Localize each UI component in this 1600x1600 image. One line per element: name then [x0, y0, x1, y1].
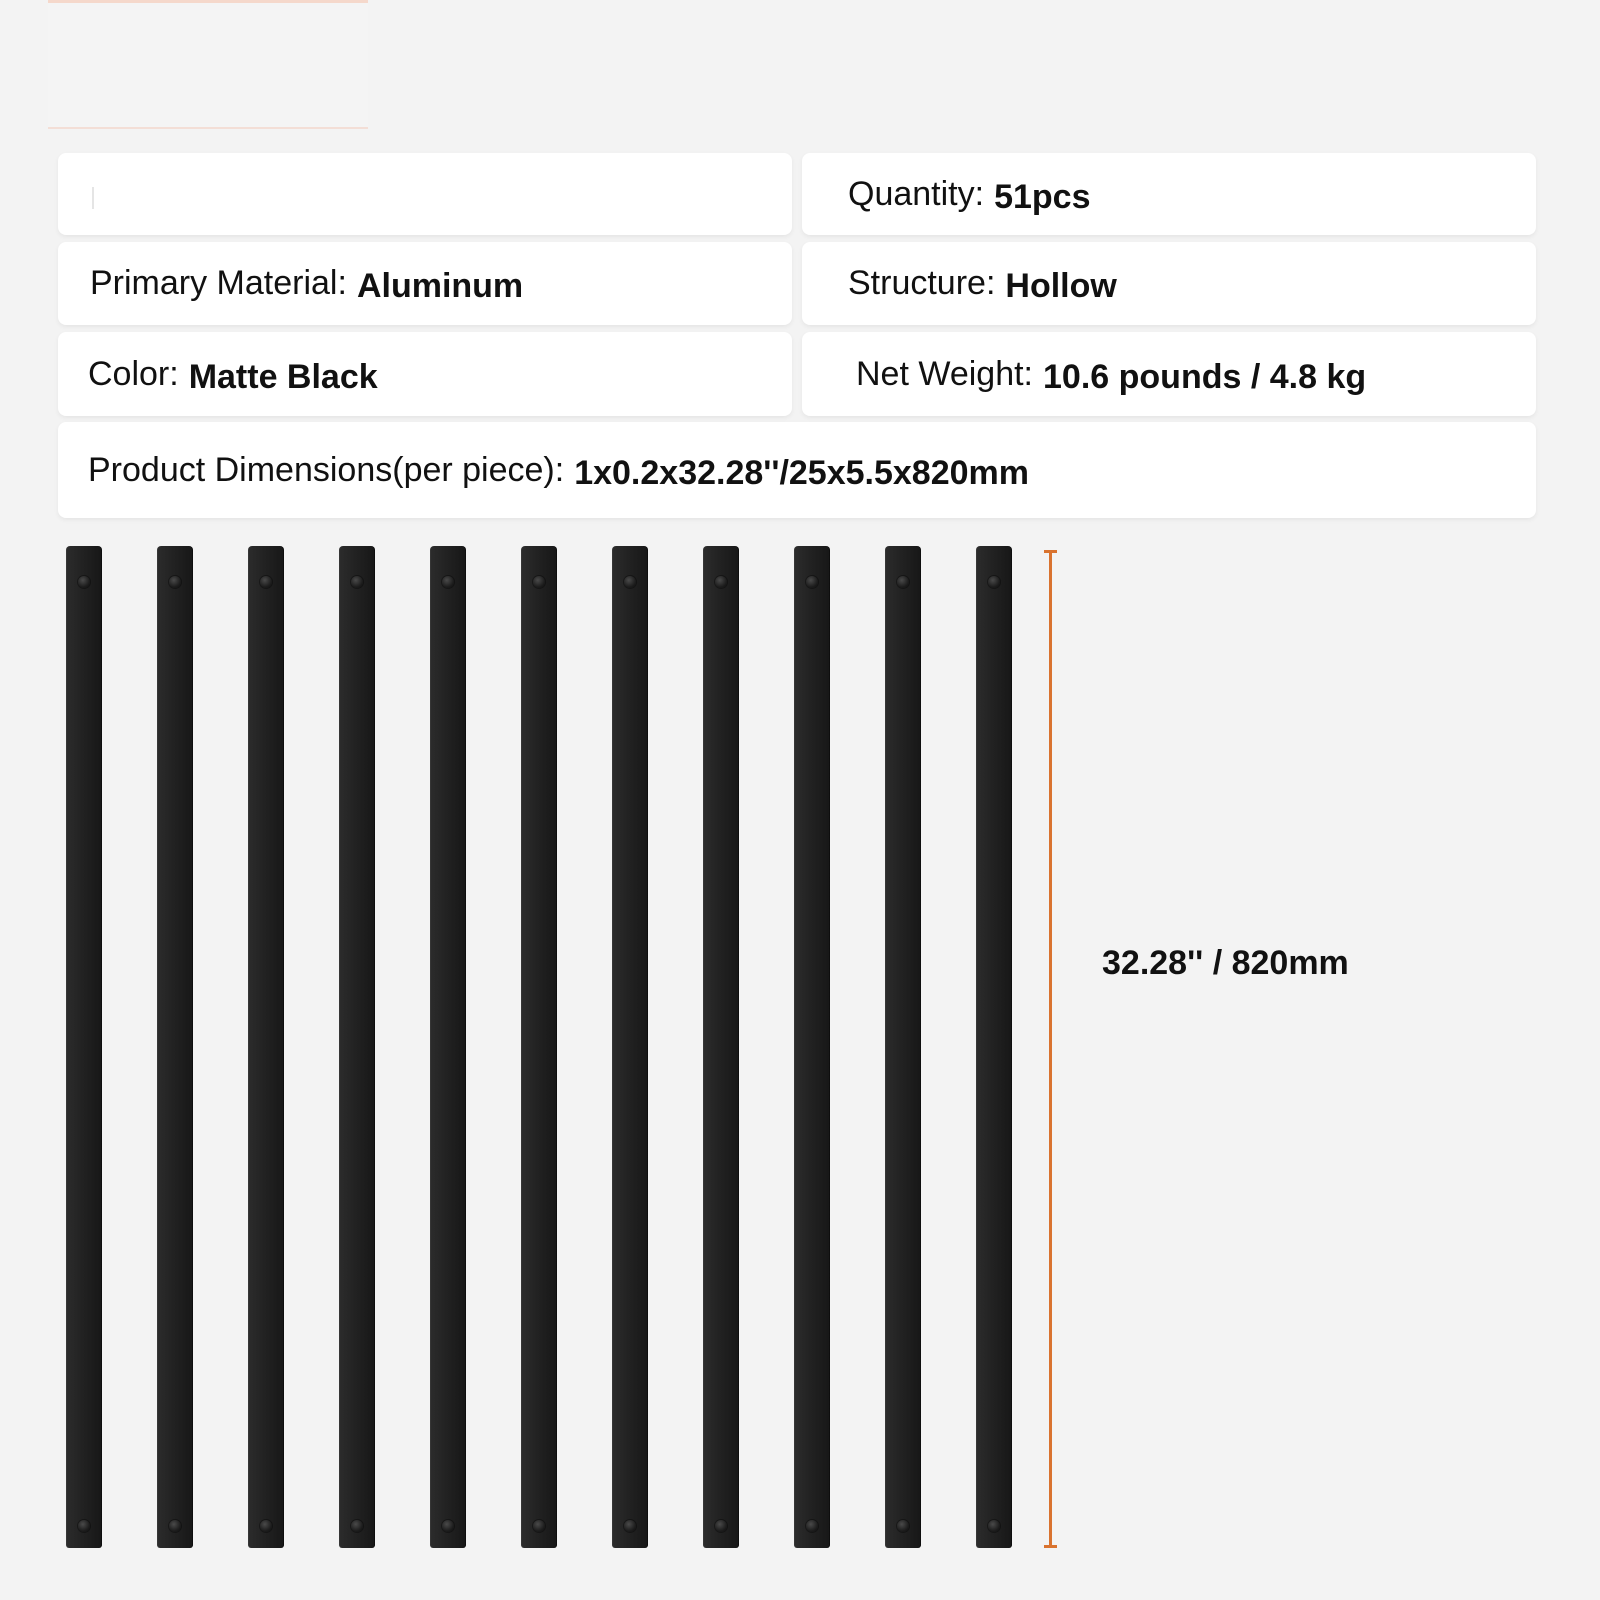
spec-card-structure	[802, 242, 1536, 325]
baluster-2	[157, 546, 193, 1548]
screw-icon	[442, 1520, 454, 1532]
screw-icon	[351, 576, 363, 588]
empty-placeholder	[92, 187, 94, 209]
screw-icon	[624, 576, 636, 588]
spec-card-dimensions	[58, 422, 1536, 518]
baluster-1	[66, 546, 102, 1548]
screw-icon	[533, 1520, 545, 1532]
measure-cap-top	[1044, 550, 1057, 553]
top-badge	[48, 0, 368, 129]
spec-card-color	[58, 332, 792, 416]
screw-icon	[806, 576, 818, 588]
dimensions-value: 1x0.2x32.28''/25x5.5x820mm	[574, 453, 1029, 492]
screw-icon	[533, 576, 545, 588]
screw-icon	[78, 576, 90, 588]
baluster-5	[430, 546, 466, 1548]
baluster-9	[794, 546, 830, 1548]
spec-card-empty	[58, 153, 792, 235]
screw-icon	[806, 1520, 818, 1532]
screw-icon	[897, 1520, 909, 1532]
measure-cap-bottom	[1044, 1545, 1057, 1548]
dimensions-label: Product Dimensions(per piece):	[88, 450, 565, 489]
screw-icon	[715, 576, 727, 588]
baluster-4	[339, 546, 375, 1548]
screw-icon	[624, 1520, 636, 1532]
screw-icon	[260, 576, 272, 588]
spec-card-material	[58, 242, 792, 325]
weight-value: 10.6 pounds / 4.8 kg	[1043, 357, 1367, 396]
baluster-6	[521, 546, 557, 1548]
color-value: Matte Black	[188, 357, 378, 396]
baluster-11	[976, 546, 1012, 1548]
baluster-7	[612, 546, 648, 1548]
color-label: Color:	[88, 354, 179, 393]
screw-icon	[169, 576, 181, 588]
screw-icon	[169, 1520, 181, 1532]
screw-icon	[715, 1520, 727, 1532]
screw-icon	[988, 576, 1000, 588]
baluster-3	[248, 546, 284, 1548]
screw-icon	[260, 1520, 272, 1532]
screw-icon	[442, 576, 454, 588]
spec-card-quantity	[802, 153, 1536, 235]
screw-icon	[897, 576, 909, 588]
screw-icon	[988, 1520, 1000, 1532]
structure-value: Hollow	[1005, 267, 1117, 305]
height-measure-label: 32.28'' / 820mm	[1102, 944, 1349, 982]
screw-icon	[351, 1520, 363, 1532]
screw-icon	[78, 1520, 90, 1532]
quantity-label: Quantity:	[848, 174, 985, 213]
material-label: Primary Material:	[90, 264, 347, 302]
weight-label: Net Weight:	[856, 354, 1034, 393]
spec-card-weight	[802, 332, 1536, 416]
quantity-value: 51pcs	[994, 177, 1091, 216]
height-measure-line	[1049, 550, 1052, 1548]
baluster-8	[703, 546, 739, 1548]
structure-label: Structure:	[848, 264, 996, 302]
baluster-10	[885, 546, 921, 1548]
material-value: Aluminum	[356, 267, 524, 305]
